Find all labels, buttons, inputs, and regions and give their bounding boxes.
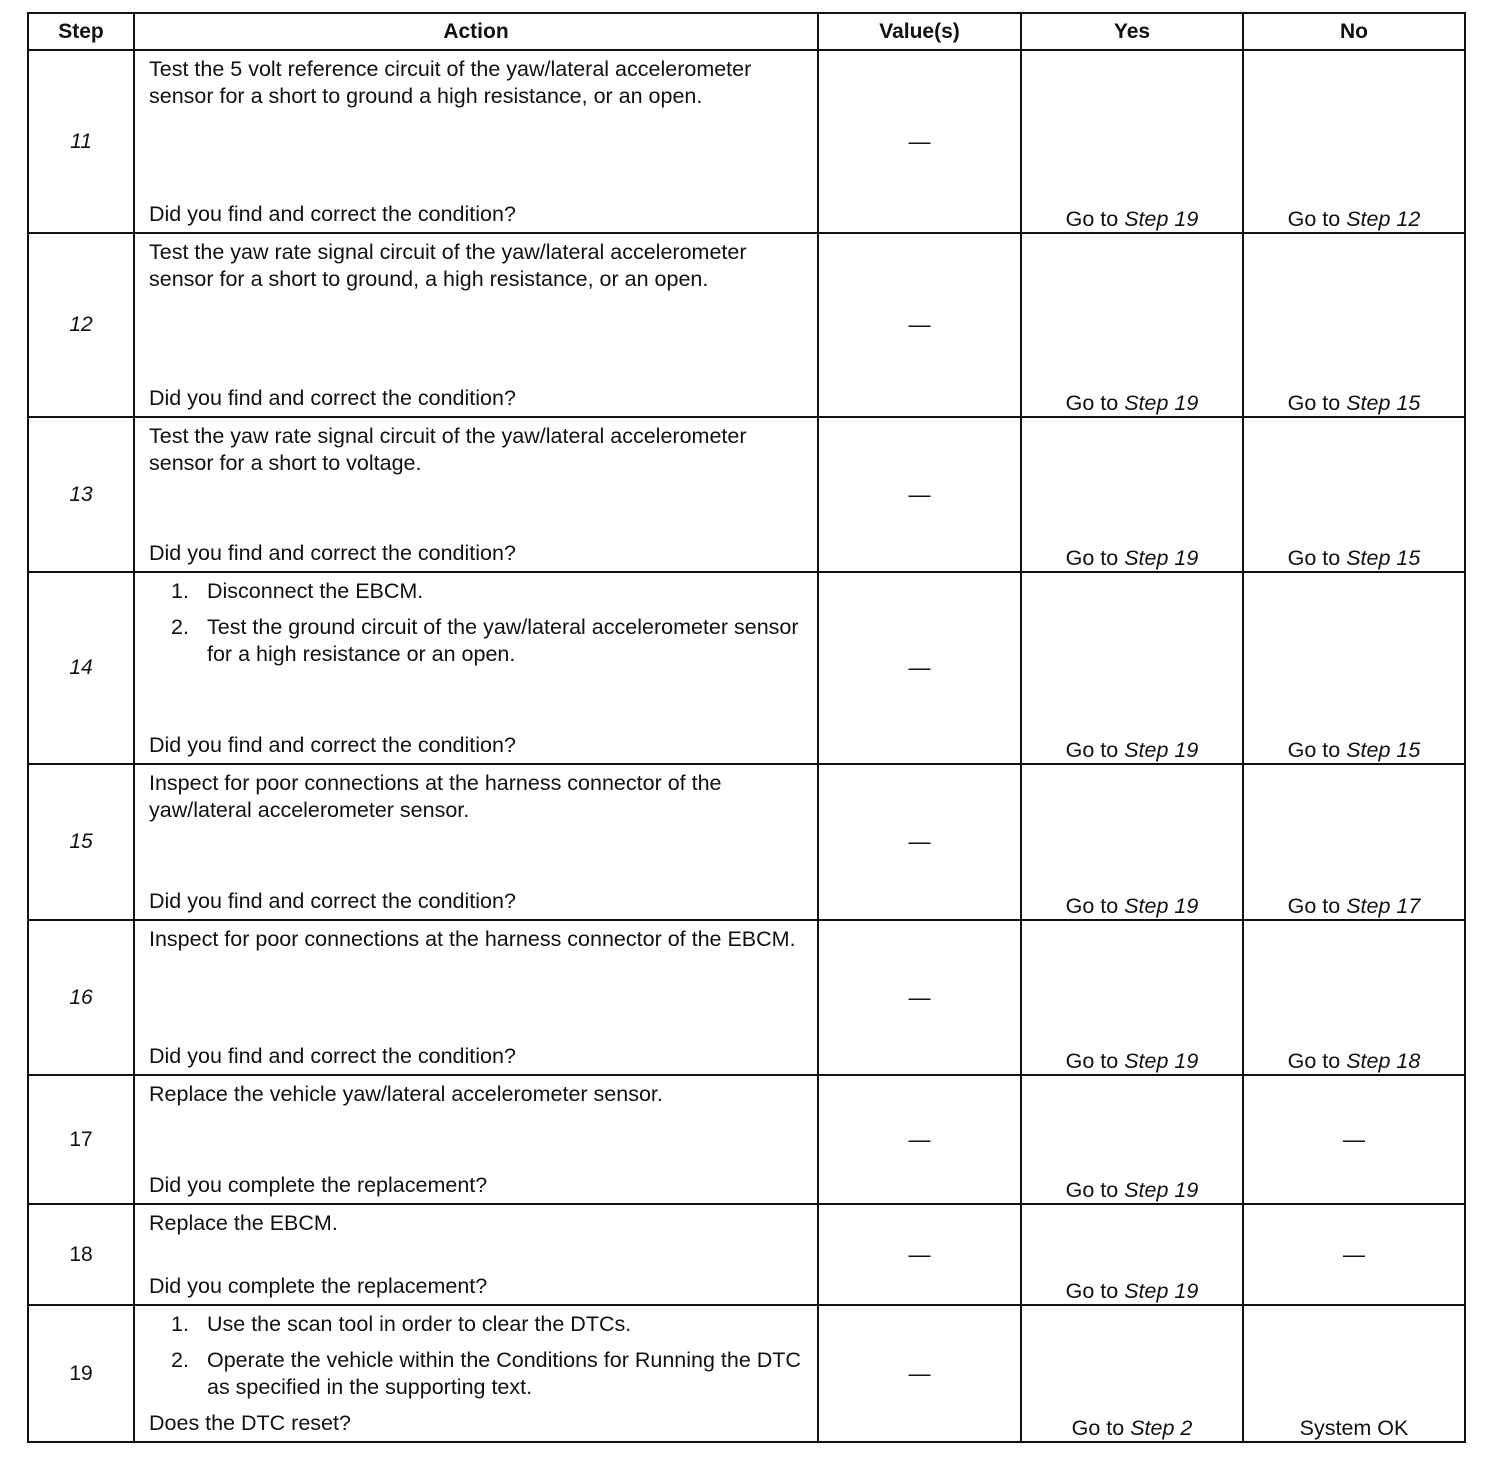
yes-prefix: Go to	[1065, 1279, 1125, 1303]
yes-prefix: Go to	[1065, 391, 1125, 415]
action-list-item: Disconnect the EBCM.	[207, 579, 424, 603]
no-cell	[1243, 233, 1465, 417]
no-prefix: Go to	[1287, 546, 1347, 570]
no-step-link: Step 15	[1346, 546, 1421, 570]
header-action: Action	[134, 13, 818, 50]
yes-prefix: Go to	[1065, 207, 1125, 231]
no-cell: —	[1243, 1204, 1465, 1305]
table-row	[28, 1204, 1465, 1305]
action-question: Did you find and correct the condition?	[149, 202, 516, 226]
no-cell	[1243, 50, 1465, 233]
yes-prefix: Go to	[1065, 1049, 1125, 1073]
value-cell: —	[818, 1075, 1021, 1204]
action-cell	[134, 417, 818, 572]
action-list	[149, 1311, 805, 1401]
table-row	[28, 572, 1465, 764]
no-prefix: Go to	[1287, 894, 1347, 918]
no-prefix: Go to	[1287, 738, 1347, 762]
yes-cell	[1021, 1305, 1243, 1442]
action-question: Did you find and correct the condition?	[149, 386, 516, 410]
yes-cell	[1021, 764, 1243, 920]
action-cell	[134, 233, 818, 417]
action-cell	[134, 50, 818, 233]
yes-cell	[1021, 50, 1243, 233]
step-number: 13	[28, 417, 134, 572]
step-number: 19	[28, 1305, 134, 1442]
yes-step-link: Step 19	[1124, 894, 1199, 918]
step-number: 17	[28, 1075, 134, 1204]
table-row	[28, 233, 1465, 417]
yes-prefix: Go to	[1065, 894, 1125, 918]
yes-cell	[1021, 417, 1243, 572]
no-cell	[1243, 417, 1465, 572]
step-number: 14	[28, 572, 134, 764]
yes-cell	[1021, 572, 1243, 764]
action-text: Replace the vehicle yaw/lateral accelerometer sensor.	[149, 1082, 663, 1106]
no-step-link: Step 17	[1346, 894, 1421, 918]
step-number: 12	[28, 233, 134, 417]
table-row	[28, 764, 1465, 920]
yes-step-link: Step 19	[1124, 738, 1199, 762]
table-row	[28, 50, 1465, 233]
action-text: Replace the EBCM.	[149, 1211, 338, 1235]
yes-step-link: Step 19	[1124, 391, 1199, 415]
no-prefix: Go to	[1287, 207, 1347, 231]
action-question: Did you find and correct the condition?	[149, 1044, 516, 1068]
action-question: Did you find and correct the condition?	[149, 541, 516, 565]
yes-step-link: Step 19	[1124, 207, 1199, 231]
header-yes: Yes	[1021, 13, 1243, 50]
value-cell: —	[818, 572, 1021, 764]
no-cell	[1243, 572, 1465, 764]
diagnostic-table	[27, 12, 1466, 1443]
value-cell: —	[818, 1305, 1021, 1442]
action-list	[149, 578, 805, 668]
action-question: Does the DTC reset?	[149, 1411, 351, 1435]
yes-prefix: Go to	[1065, 1178, 1125, 1202]
step-number: 18	[28, 1204, 134, 1305]
value-cell: —	[818, 233, 1021, 417]
yes-prefix: Go to	[1065, 546, 1125, 570]
action-text: Test the yaw rate signal circuit of the yaw/lateral accelerometer sensor for a short to voltage.	[149, 424, 747, 475]
action-list-item: Test the ground circuit of the yaw/lateral accelerometer sensor for a high resistance or an open.	[207, 615, 799, 666]
action-list-wrap	[135, 1306, 817, 1401]
value-cell: —	[818, 1204, 1021, 1305]
header-row	[28, 13, 1465, 50]
value-cell: —	[818, 764, 1021, 920]
action-text: Inspect for poor connections at the harness connector of the yaw/lateral accelerometer sensor.	[149, 771, 722, 822]
value-cell: —	[818, 50, 1021, 233]
table-row	[28, 1305, 1465, 1442]
action-question: Did you find and correct the condition?	[149, 889, 516, 913]
no-step-link: Step 12	[1346, 207, 1421, 231]
yes-cell	[1021, 1204, 1243, 1305]
no-cell: System OK	[1243, 1305, 1465, 1442]
no-cell	[1243, 920, 1465, 1075]
yes-prefix: Go to	[1071, 1416, 1131, 1440]
action-list-wrap	[135, 573, 817, 668]
no-cell	[1243, 764, 1465, 920]
step-number: 11	[28, 50, 134, 233]
yes-cell	[1021, 1075, 1243, 1204]
yes-cell	[1021, 920, 1243, 1075]
action-list-item: Operate the vehicle within the Conditions for Running the DTC as specified in the supporting text.	[207, 1348, 801, 1399]
action-cell	[134, 572, 818, 764]
no-step-link: Step 15	[1346, 738, 1421, 762]
action-question: Did you complete the replacement?	[149, 1173, 488, 1197]
action-text: Test the yaw rate signal circuit of the yaw/lateral accelerometer sensor for a short to ground, a high resistance, or an open.	[149, 240, 747, 291]
header-no: No	[1243, 13, 1465, 50]
table-row	[28, 417, 1465, 572]
yes-prefix: Go to	[1065, 738, 1125, 762]
step-number: 16	[28, 920, 134, 1075]
action-question: Did you find and correct the condition?	[149, 733, 516, 757]
action-text: Inspect for poor connections at the harness connector of the EBCM.	[149, 927, 796, 951]
yes-step-link: Step 19	[1124, 1279, 1199, 1303]
no-prefix: Go to	[1287, 1049, 1347, 1073]
yes-step-link: Step 19	[1124, 1178, 1199, 1202]
action-cell	[134, 1204, 818, 1305]
yes-step-link: Step 2	[1130, 1416, 1193, 1440]
yes-step-link: Step 19	[1124, 1049, 1199, 1073]
action-list-item: Use the scan tool in order to clear the DTCs.	[207, 1312, 632, 1336]
yes-cell	[1021, 233, 1243, 417]
header-values: Value(s)	[818, 13, 1021, 50]
action-cell	[134, 1305, 818, 1442]
value-cell: —	[818, 920, 1021, 1075]
action-text: Test the 5 volt reference circuit of the yaw/lateral accelerometer sensor for a short to ground a high resistance, or an open.	[149, 57, 752, 108]
no-step-link: Step 18	[1346, 1049, 1421, 1073]
table-row	[28, 920, 1465, 1075]
table-row	[28, 1075, 1465, 1204]
no-cell: —	[1243, 1075, 1465, 1204]
action-question: Did you complete the replacement?	[149, 1274, 488, 1298]
no-prefix: Go to	[1287, 391, 1347, 415]
yes-step-link: Step 19	[1124, 546, 1199, 570]
action-cell	[134, 920, 818, 1075]
value-cell: —	[818, 417, 1021, 572]
action-cell	[134, 1075, 818, 1204]
action-cell	[134, 764, 818, 920]
header-step: Step	[28, 13, 134, 50]
no-step-link: Step 15	[1346, 391, 1421, 415]
step-number: 15	[28, 764, 134, 920]
